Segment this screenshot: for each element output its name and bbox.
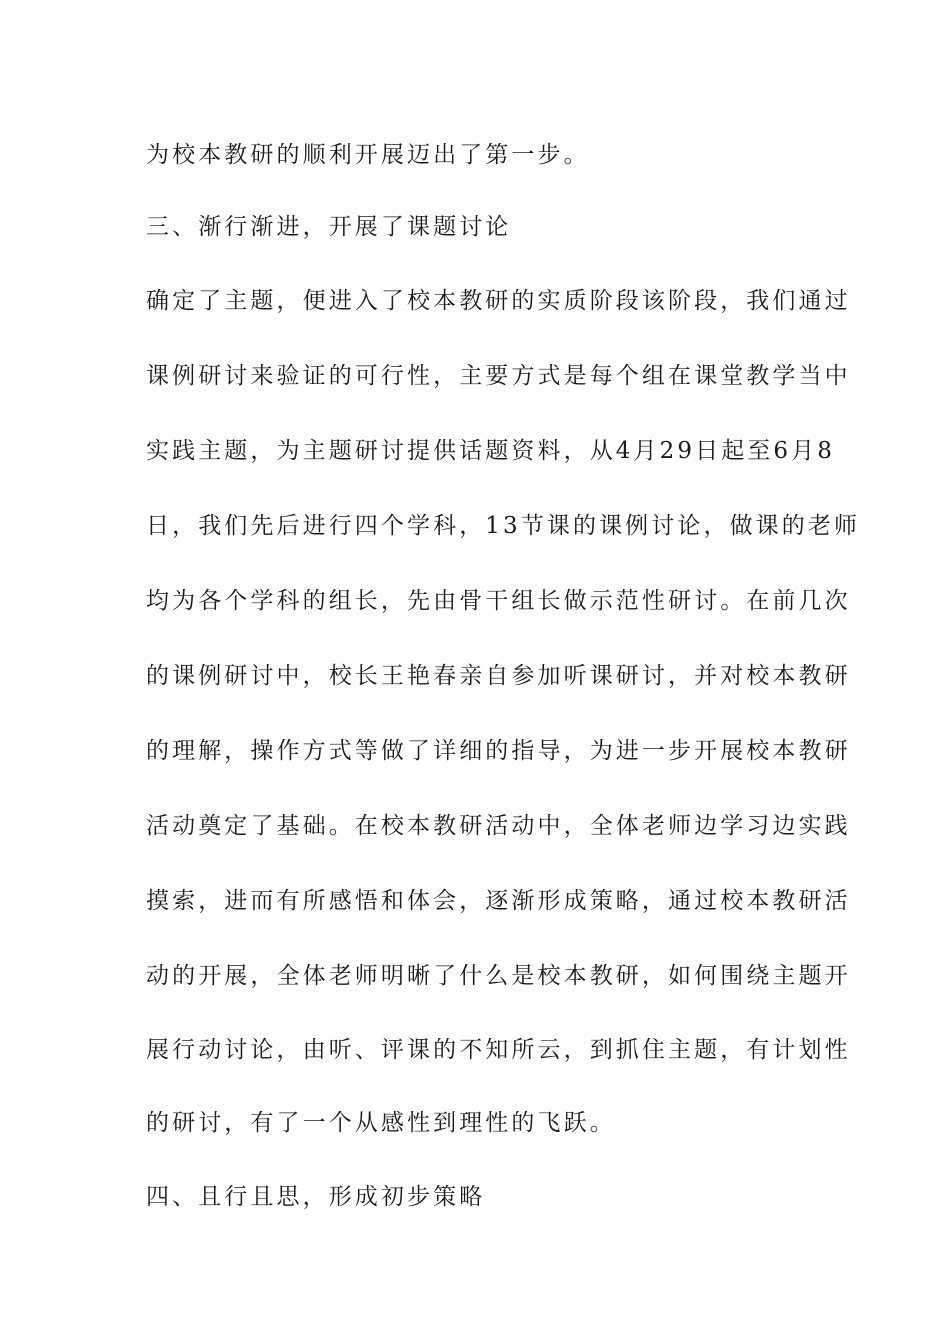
text-line-1: 为校本教研的顺利开展迈出了第一步。 — [146, 142, 590, 168]
text-line-10: 活动奠定了基础。在校本教研活动中，全体老师边学习边实践 — [146, 813, 851, 839]
text-line-3: 确定了主题，便进入了校本教研的实质阶段该阶段，我们通过 — [146, 288, 851, 314]
text-line-8: 的课例研讨中，校长王艳春亲自参加听课研讨，并对校本教研 — [146, 663, 851, 689]
text-line-11: 摸索，进而有所感悟和体会，逐渐形成策略，通过校本教研活 — [146, 888, 851, 914]
text-line-9: 的理解，操作方式等做了详细的指导，为进一步开展校本教研 — [146, 738, 851, 764]
text-line-7: 均为各个学科的组长，先由骨干组长做示范性研讨。在前几次 — [146, 588, 851, 614]
section-heading-3: 三、渐行渐进，开展了课题讨论 — [146, 214, 512, 240]
text-line-13: 展行动讨论，由听、评课的不知所云，到抓住主题，有计划性 — [146, 1037, 851, 1063]
text-line-6: 日，我们先后进行四个学科，13节课的课例讨论，做课的老师 — [146, 513, 861, 539]
text-line-12: 动的开展，全体老师明晰了什么是校本教研，如何围绕主题开 — [146, 963, 851, 989]
text-line-14: 的研讨，有了一个从感性到理性的飞跃。 — [146, 1110, 616, 1136]
text-line-5: 实践主题，为主题研讨提供话题资料，从4月29日起至6月8 — [146, 438, 835, 464]
text-line-4: 课例研讨来验证的可行性，主要方式是每个组在课堂教学当中 — [146, 363, 851, 389]
section-heading-4: 四、且行且思，形成初步策略 — [146, 1184, 486, 1210]
